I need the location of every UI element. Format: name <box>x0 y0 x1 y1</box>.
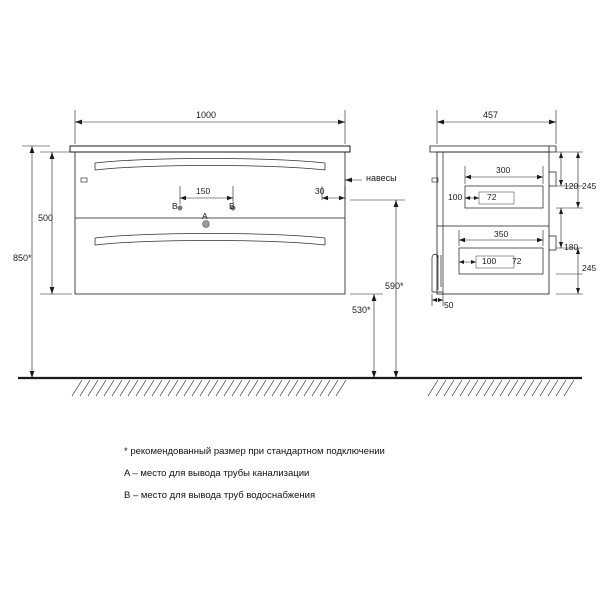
marker-label-b-right: B <box>229 201 235 211</box>
dim-side-lower-100: 100 <box>482 256 497 266</box>
lower-handle-curve-top <box>95 234 325 239</box>
dim-side-245-top: 245 <box>582 181 597 191</box>
side-upper-drawer-inner <box>479 192 514 204</box>
dim-side-depth: 457 <box>483 110 499 120</box>
dim-front-530: 530* <box>352 305 371 315</box>
dim-side-upper-300: 300 <box>496 165 511 175</box>
dim-side-245-bottom: 245 <box>582 263 597 273</box>
callout-hangers: навесы <box>366 173 397 183</box>
dim-side-180: 180 <box>564 242 579 252</box>
marker-b-left <box>178 206 182 210</box>
dim-front-height-total: 850* <box>13 253 32 263</box>
dim-side-120: 120 <box>564 181 579 191</box>
legend-line-3: B – место для вывода труб водоснабжения <box>124 490 316 501</box>
dim-side-upper-72: 72 <box>487 192 497 202</box>
marker-label-b-left: B <box>172 201 178 211</box>
dim-front-30: 30 <box>315 186 325 196</box>
upper-handle-curve-top <box>95 159 325 164</box>
legend-line-2: A – место для вывода трубы канализации <box>124 468 310 479</box>
side-hanger-lower <box>549 236 556 250</box>
dim-front-150: 150 <box>196 186 211 196</box>
front-cabinet-body <box>75 152 345 294</box>
front-countertop <box>70 146 350 152</box>
dim-front-height-body: 500 <box>38 213 54 223</box>
lower-handle-curve-bottom <box>95 241 325 246</box>
dim-side-50: 50 <box>444 300 454 310</box>
marker-a-drain <box>203 221 210 228</box>
dim-side-lower-72: 72 <box>512 256 522 266</box>
side-countertop <box>430 146 556 152</box>
upper-handle-curve-bottom <box>95 166 325 171</box>
side-upper-drawer <box>465 186 543 208</box>
side-hanger-upper <box>549 172 556 186</box>
dim-side-upper-100: 100 <box>448 192 463 202</box>
dim-front-width: 1000 <box>196 110 217 120</box>
dim-front-590: 590* <box>385 281 404 291</box>
dim-side-lower-350: 350 <box>494 229 509 239</box>
marker-label-a: A <box>202 211 208 221</box>
side-cabinet-body <box>437 152 549 294</box>
legend-line-1: * рекомендованный размер при стандартном подключении <box>124 446 385 457</box>
